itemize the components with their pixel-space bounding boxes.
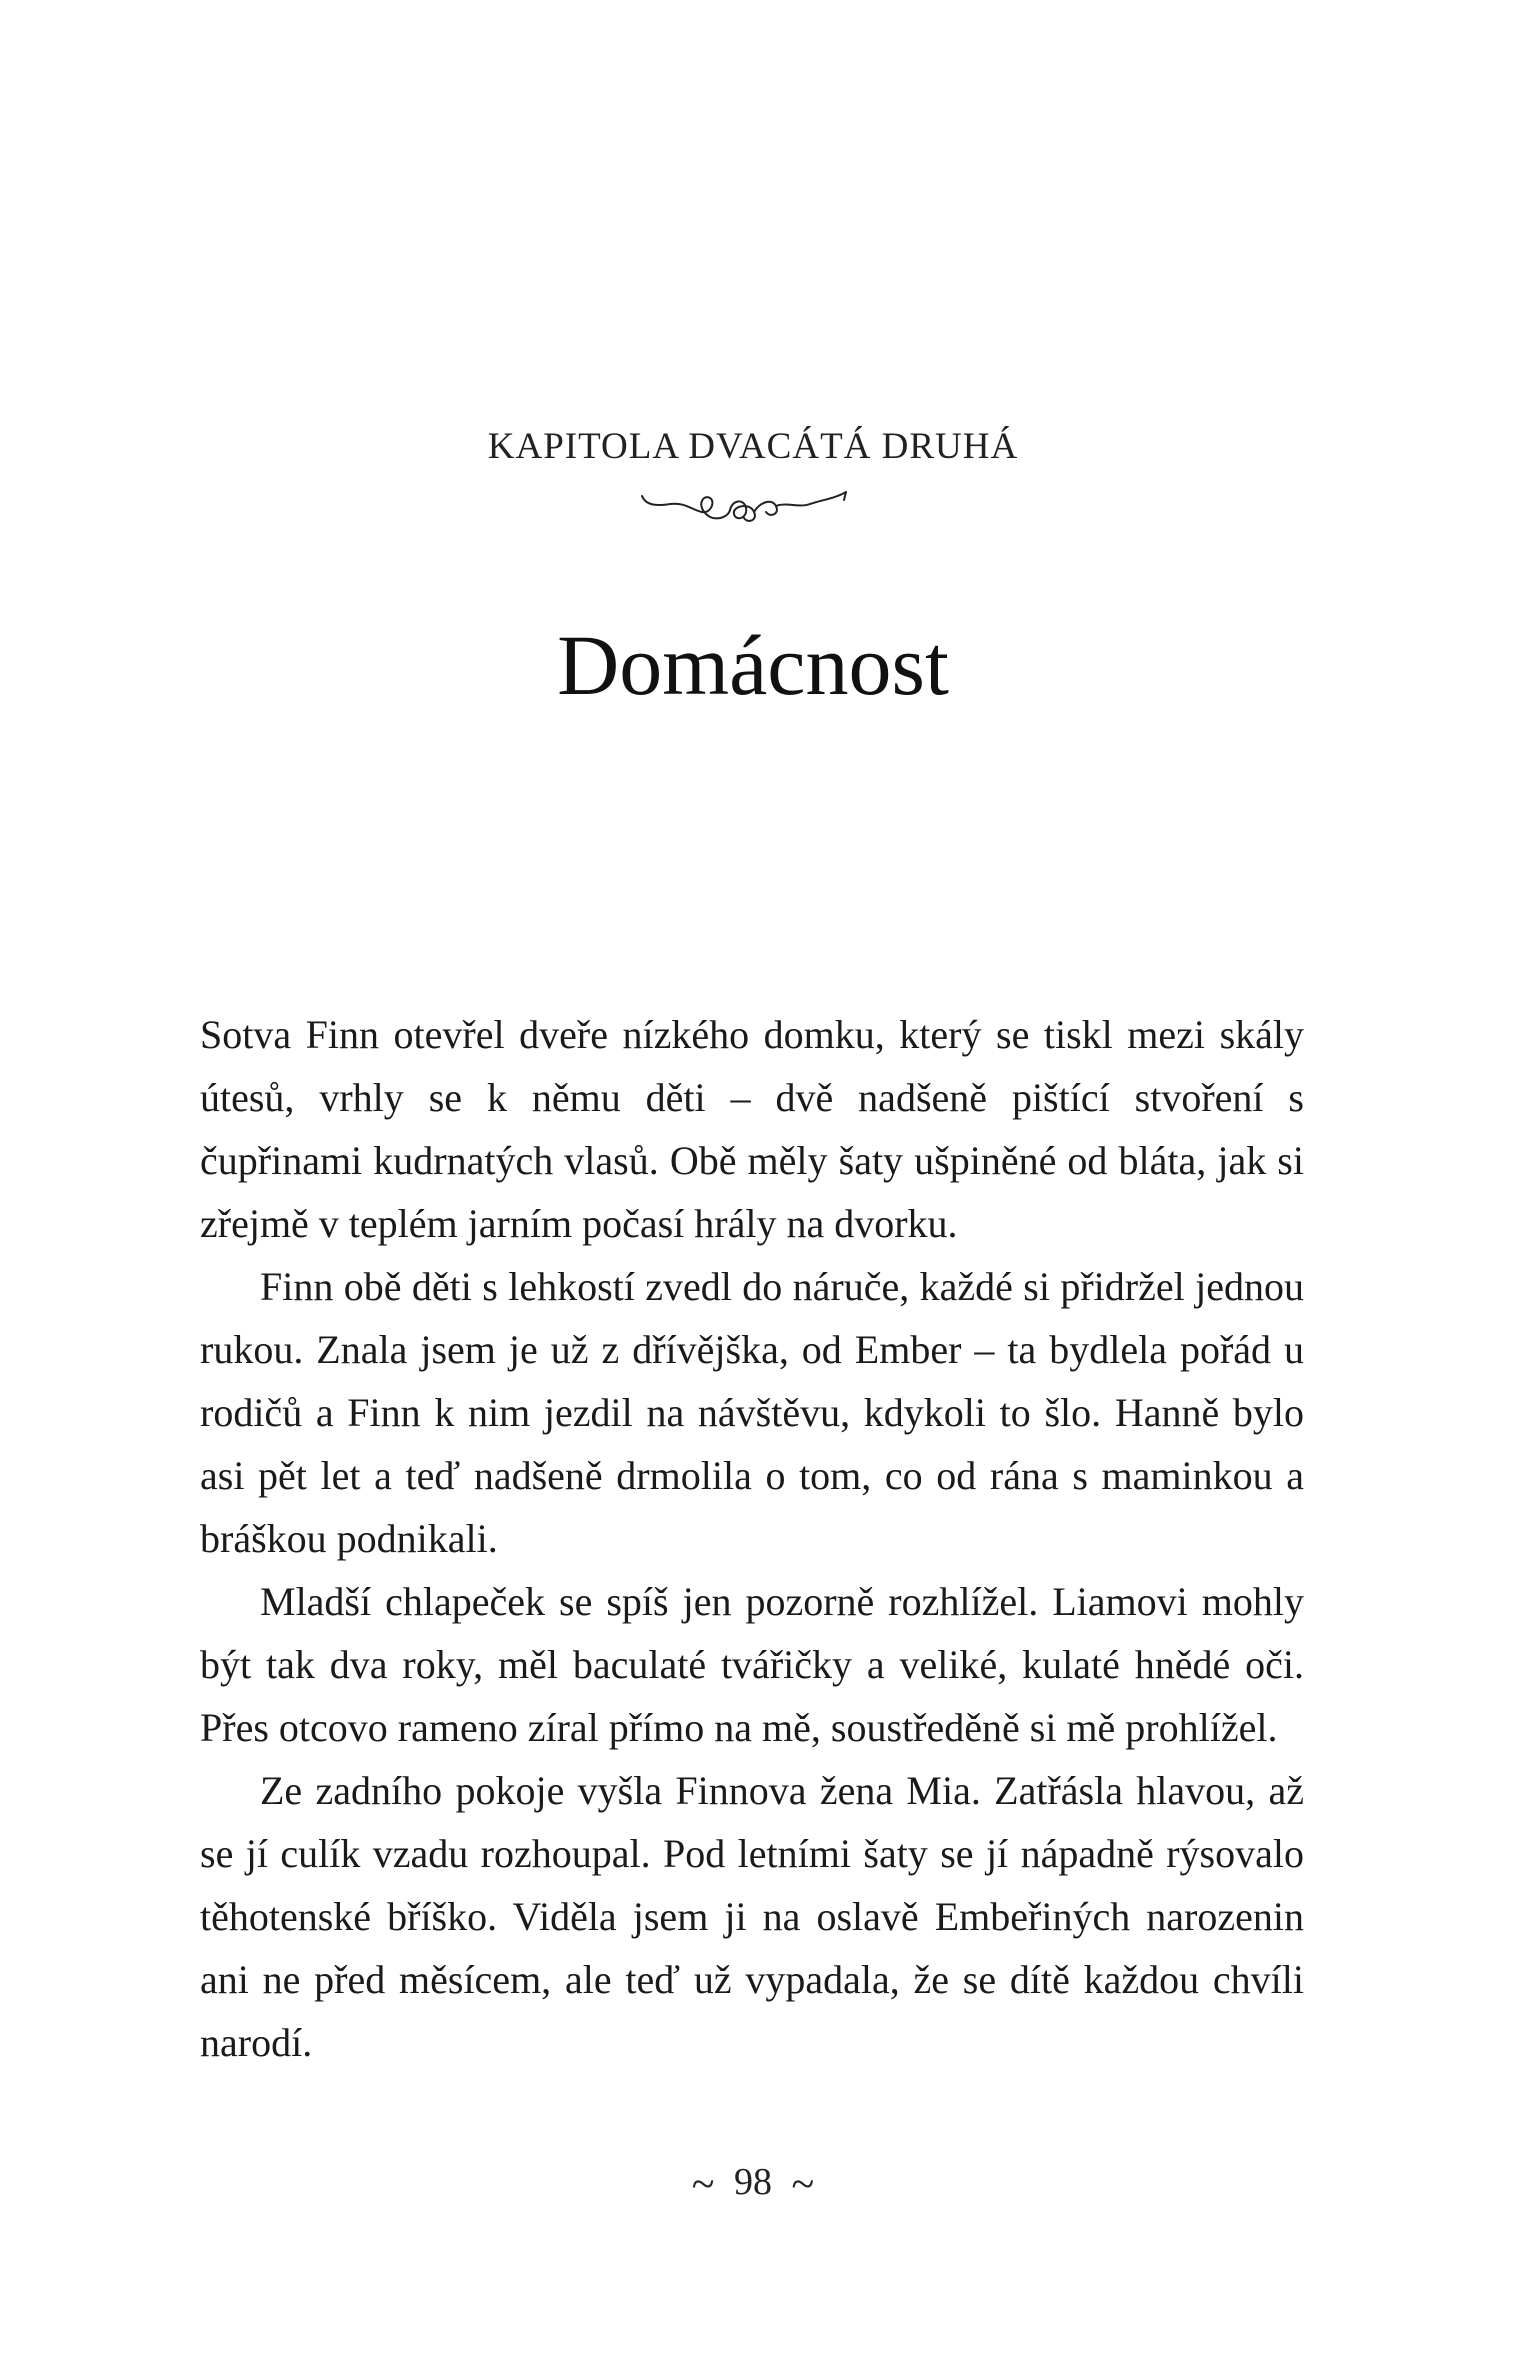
paragraph-2: Finn obě děti s lehkostí zvedl do náruče, každé si přidržel jednou rukou. Znala jsem je už z dřívějška, od Ember – ta bydlela pořád u rodičů a Finn k nim jezdil na návštěvu, kdykoli to šlo. Hanně bylo asi pět let a teď nadšeně drmolila o tom, co od rána s maminkou a bráškou podnikali. (200, 1264, 1304, 1561)
chapter-title: Domácnost (557, 617, 949, 713)
flourish-ornament-icon (640, 488, 850, 528)
paragraph-4: Ze zadního pokoje vyšla Finnova žena Mia. Zatřásla hlavou, až se jí culík vzadu rozhoupal. Pod letními šaty se jí nápadně rýsovalo těhotenské bříško. Viděla jsem ji na oslavě Embeřiných narozenin ani ne před měsícem, ale teď už vypadala, že se dítě každou chvíli narodí. (200, 1768, 1304, 2065)
tilde-right: ~ (791, 2162, 815, 2209)
paragraph-3: Mladší chlapeček se spíš jen pozorně rozhlížel. Liamovi mohly být tak dva roky, měl baculaté tvářičky a veliké, kulaté hnědé oči. Přes otcovo rameno zíral přímo na mě, soustředěně si mě prohlížel. (200, 1579, 1304, 1750)
tilde-left: ~ (691, 2162, 715, 2209)
paragraph-1: Sotva Finn otevřel dveře nízkého domku, který se tiskl mezi skály útesů, vrhly se k němu děti – dvě nadšeně pištící stvoření s čupřinami kudrnatých vlasů. Obě měly šaty ušpiněné od bláta, jak si zřejmě v teplém jarním počasí hrály na dvorku. (200, 1012, 1304, 1246)
body-text (200, 1003, 1304, 2074)
chapter-label: KAPITOLA DVACÁTÁ DRUHÁ (487, 426, 1019, 467)
page-footer (0, 2160, 1506, 2209)
page-number: 98 (734, 2161, 772, 2203)
